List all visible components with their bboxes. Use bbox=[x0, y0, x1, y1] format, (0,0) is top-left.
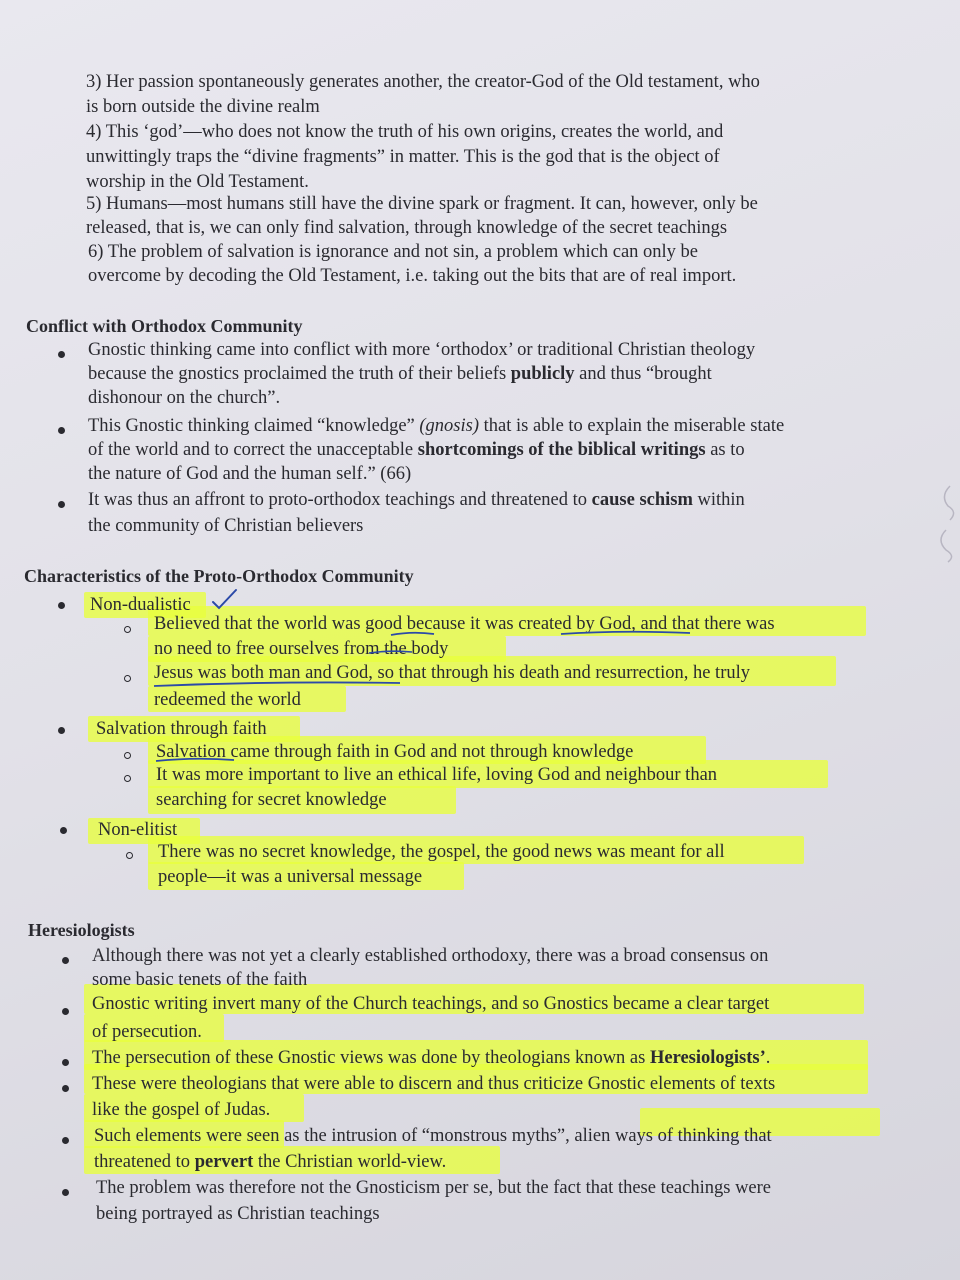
heresiologists-bullet: The persecution of these Gnostic views was done by theologians known as Heresiologists’. bbox=[92, 1048, 771, 1068]
underline-jesus bbox=[154, 682, 400, 686]
non-elitist-item: Non-elitist bbox=[98, 820, 178, 840]
numbered-line: released, that is, we can only find salvation, through knowledge of the secret teachings bbox=[86, 218, 728, 238]
conflict-bullet-3: It was thus an affront to proto-orthodox teachings and threatened to cause schism within bbox=[88, 490, 745, 510]
underline-from bbox=[369, 651, 412, 653]
numbered-line: overcome by decoding the Old Testament, i.e. taking out the bits that are of real import. bbox=[88, 266, 737, 286]
sub-item: Believed that the world was good because it was created by God, and that there was bbox=[154, 614, 775, 634]
conflict-bullet-1: dishonour on the church”. bbox=[88, 388, 281, 408]
numbered-line: 5) Humans—most humans still have the divine spark or fragment. It can, however, only be bbox=[86, 194, 758, 214]
conflict-bullet-2: of the world and to correct the unacceptable shortcomings of the biblical writings as to bbox=[88, 440, 745, 460]
underline-good bbox=[391, 633, 434, 635]
numbered-line: 6) The problem of salvation is ignorance and not sin, a problem which can only be bbox=[88, 242, 699, 262]
sub-item: people—it was a universal message bbox=[158, 867, 423, 887]
underline-salvation bbox=[156, 759, 234, 761]
conflict-bullet-1: because the gnostics proclaimed the truth of their beliefs publicly and thus “brought bbox=[88, 364, 712, 384]
section-heading-heresiologists: Heresiologists bbox=[28, 920, 135, 940]
heresiologists-bullet: Such elements were seen as the intrusion of “monstrous myths”, alien ways of thinking that bbox=[94, 1126, 772, 1146]
heresiologists-bullet: These were theologians that were able to discern and thus criticize Gnostic elements of texts bbox=[92, 1074, 776, 1094]
numbered-line: 4) This ‘god’—who does not know the truth of his own origins, creates the world, and bbox=[86, 122, 724, 142]
numbered-line: is born outside the divine realm bbox=[86, 97, 320, 117]
sub-item: Salvation came through faith in God and not through knowledge bbox=[156, 742, 634, 762]
heresiologists-bullet: like the gospel of Judas. bbox=[92, 1100, 271, 1120]
heresiologists-bullet: some basic tenets of the faith bbox=[92, 970, 308, 990]
sub-item: Jesus was both man and God, so that through his death and resurrection, he truly bbox=[154, 663, 750, 683]
sub-item: no need to free ourselves from the body bbox=[154, 639, 449, 659]
sub-item: redeemed the world bbox=[154, 690, 301, 710]
heresiologists-bullet: Although there was not yet a clearly established orthodoxy, there was a broad consensus on bbox=[92, 946, 769, 966]
margin-doodle-icon bbox=[941, 486, 954, 562]
heresiologists-bullet: of persecution. bbox=[92, 1022, 202, 1042]
section-heading-characteristics: Characteristics of the Proto-Orthodox Community bbox=[24, 566, 414, 586]
section-heading-conflict: Conflict with Orthodox Community bbox=[26, 316, 303, 336]
checkmark-icon bbox=[213, 590, 236, 608]
numbered-line: worship in the Old Testament. bbox=[86, 172, 309, 192]
non-dualistic-item: Non-dualistic bbox=[90, 595, 191, 615]
heresiologists-bullet: threatened to pervert the Christian world-view. bbox=[94, 1152, 447, 1172]
numbered-line: unwittingly traps the “divine fragments” in matter. This is the god that is the object of bbox=[86, 147, 720, 167]
conflict-bullet-2: This Gnostic thinking claimed “knowledge” (gnosis) that is able to explain the miserable state bbox=[88, 416, 785, 436]
heresiologists-bullet: The problem was therefore not the Gnosticism per se, but the fact that these teachings were bbox=[96, 1178, 772, 1198]
salvation-item: Salvation through faith bbox=[96, 719, 267, 739]
conflict-bullet-2: the nature of God and the human self.” (66) bbox=[88, 464, 412, 484]
sub-item: searching for secret knowledge bbox=[156, 790, 387, 810]
heresiologists-bullet: Gnostic writing invert many of the Church teachings, and so Gnostics became a clear target bbox=[92, 994, 770, 1014]
sub-item: It was more important to live an ethical life, loving God and neighbour than bbox=[156, 765, 718, 785]
underline-created-by-god bbox=[561, 632, 690, 634]
heresiologists-bullet: being portrayed as Christian teachings bbox=[96, 1204, 380, 1224]
numbered-line: 3) Her passion spontaneously generates another, the creator-God of the Old testament, who bbox=[86, 72, 760, 92]
sub-item: There was no secret knowledge, the gospel, the good news was meant for all bbox=[158, 842, 725, 862]
conflict-bullet-1: Gnostic thinking came into conflict with more ‘orthodox’ or traditional Christian theology bbox=[88, 340, 756, 360]
conflict-bullet-3: the community of Christian believers bbox=[88, 516, 364, 536]
